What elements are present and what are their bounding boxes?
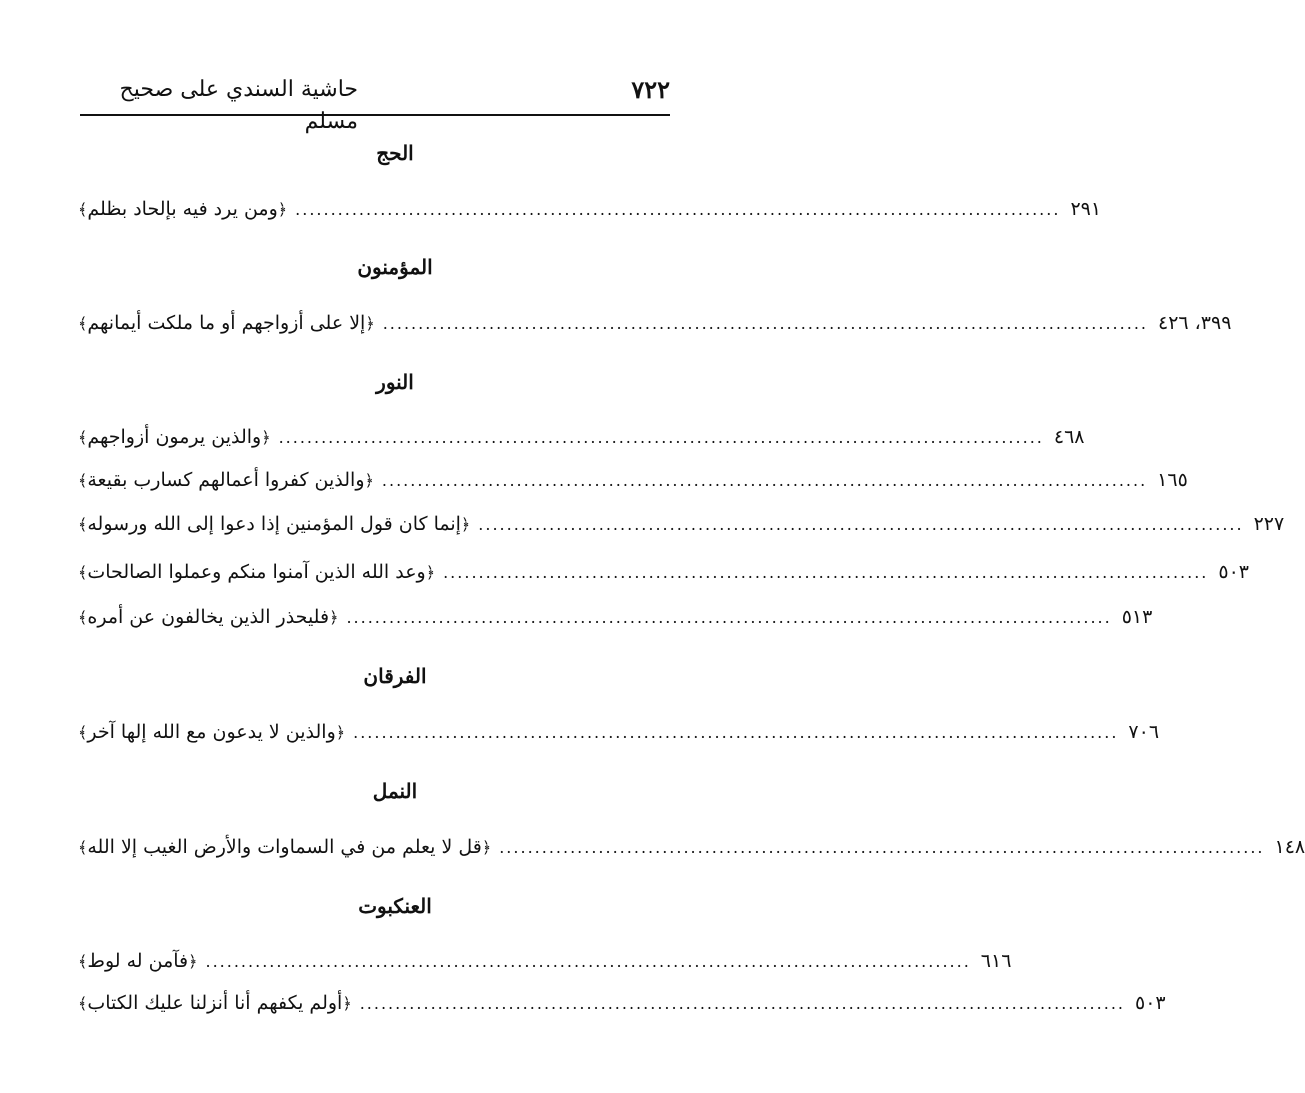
close-bracket: ﴾ bbox=[78, 314, 88, 333]
open-bracket: ﴿ bbox=[329, 608, 339, 627]
close-bracket: ﴾ bbox=[78, 723, 88, 742]
verse-text bbox=[78, 946, 198, 977]
verse-text bbox=[78, 717, 345, 748]
dot-leader: ............................................................................................................ bbox=[295, 200, 1061, 219]
section-title: النور bbox=[376, 370, 414, 394]
page-reference: ٢٢٧ bbox=[1253, 513, 1285, 535]
open-bracket: ﴿ bbox=[188, 952, 198, 971]
verse-text bbox=[78, 988, 352, 1019]
verse-words: والذين لا يدعون مع الله إلها آخر bbox=[87, 721, 336, 743]
dot-leader: ............................................................................................................ bbox=[499, 838, 1265, 857]
open-bracket: ﴿ bbox=[481, 838, 492, 857]
verse-words: إلا على أزواجهم أو ما ملكت أيمانهم bbox=[87, 312, 366, 334]
verse-words: قل لا يعلم من في السماوات والأرض الغيب إلا الله bbox=[87, 836, 482, 858]
index-entry bbox=[78, 988, 1166, 1018]
section-title: الفرقان bbox=[363, 664, 427, 688]
index-entry bbox=[78, 602, 1153, 632]
page-reference: ١٦٥ bbox=[1157, 469, 1188, 491]
page-number: ٧٢٢ bbox=[631, 75, 670, 104]
close-bracket: ﴾ bbox=[78, 608, 88, 627]
verse-words: والذين كفروا أعمالهم كسارب بقيعة bbox=[87, 469, 365, 491]
section-title: العنكبوت bbox=[358, 894, 432, 918]
close-bracket: ﴾ bbox=[78, 994, 88, 1013]
page-reference: ٥١٣ bbox=[1121, 606, 1153, 628]
open-bracket: ﴿ bbox=[277, 200, 288, 219]
dot-leader: ............................................................................................................ bbox=[346, 608, 1112, 627]
verse-text bbox=[78, 194, 287, 225]
index-entry bbox=[78, 946, 1012, 976]
index-entry bbox=[78, 194, 1102, 224]
open-bracket: ﴿ bbox=[335, 723, 346, 742]
section-title: الحج bbox=[376, 141, 414, 165]
close-bracket: ﴾ bbox=[78, 952, 88, 971]
section-title: المؤمنون bbox=[357, 255, 433, 279]
close-bracket: ﴾ bbox=[78, 838, 88, 857]
close-bracket: ﴾ bbox=[78, 563, 88, 582]
dot-leader: ............................................................................................................ bbox=[359, 994, 1125, 1013]
verse-text bbox=[78, 509, 470, 540]
index-entry bbox=[78, 509, 1285, 539]
verse-words: والذين يرمون أزواجهم bbox=[87, 426, 262, 448]
verse-words: وعد الله الذين آمنوا منكم وعملوا الصالحات bbox=[87, 561, 426, 583]
open-bracket: ﴿ bbox=[365, 314, 375, 333]
index-entry bbox=[78, 465, 1188, 495]
index-entry bbox=[78, 308, 1232, 338]
page-reference: ٦١٦ bbox=[980, 950, 1012, 972]
dot-leader: ............................................................................................................ bbox=[381, 471, 1148, 490]
verse-text bbox=[78, 602, 338, 633]
verse-text bbox=[78, 832, 491, 863]
dot-leader: ............................................................................................................ bbox=[205, 952, 971, 971]
index-entry bbox=[78, 717, 1160, 747]
close-bracket: ﴾ bbox=[78, 515, 88, 534]
index-entry bbox=[78, 422, 1085, 452]
dot-leader: ............................................................................................................ bbox=[443, 563, 1209, 582]
page-reference: ٥٠٣ bbox=[1218, 561, 1249, 583]
open-bracket: ﴿ bbox=[364, 471, 374, 490]
page-reference: ٧٠٦ bbox=[1128, 721, 1160, 743]
verse-text bbox=[78, 465, 374, 496]
index-entry bbox=[78, 832, 1305, 862]
page-reference: ٢٩١ bbox=[1070, 198, 1102, 220]
close-bracket: ﴾ bbox=[78, 428, 88, 447]
dot-leader: ............................................................................................................ bbox=[353, 723, 1119, 742]
index-entry bbox=[78, 557, 1249, 587]
close-bracket: ﴾ bbox=[78, 471, 88, 490]
open-bracket: ﴿ bbox=[261, 428, 271, 447]
verse-text bbox=[78, 308, 375, 339]
page-reference: ١٤٨ bbox=[1274, 836, 1305, 858]
verse-words: فآمن له لوط bbox=[87, 950, 189, 972]
dot-leader: ............................................................................................................ bbox=[478, 515, 1244, 534]
page-reference: ٣٩٩، ٤٢٦ bbox=[1157, 312, 1232, 334]
verse-words: ومن يرد فيه بإلحاد بظلم bbox=[87, 198, 278, 220]
verse-text bbox=[78, 557, 435, 588]
close-bracket: ﴾ bbox=[78, 200, 88, 219]
dot-leader: ............................................................................................................ bbox=[278, 428, 1044, 447]
open-bracket: ﴿ bbox=[342, 994, 352, 1013]
page-reference: ٥٠٣ bbox=[1134, 992, 1166, 1014]
section-title: النمل bbox=[372, 779, 418, 803]
verse-text bbox=[78, 422, 271, 453]
running-header bbox=[80, 74, 670, 134]
dot-leader: ............................................................................................................ bbox=[382, 314, 1148, 333]
verse-words: إنما كان قول المؤمنين إذا دعوا إلى الله ورسوله bbox=[87, 513, 461, 535]
verse-words: أولم يكفهم أنا أنزلنا عليك الكتاب bbox=[87, 992, 343, 1014]
open-bracket: ﴿ bbox=[460, 515, 471, 534]
open-bracket: ﴿ bbox=[425, 563, 436, 582]
page-reference: ٤٦٨ bbox=[1053, 426, 1085, 448]
verse-words: فليحذر الذين يخالفون عن أمره bbox=[87, 606, 330, 628]
header-title: حاشية السندي على صحيح مسلم bbox=[119, 77, 358, 134]
